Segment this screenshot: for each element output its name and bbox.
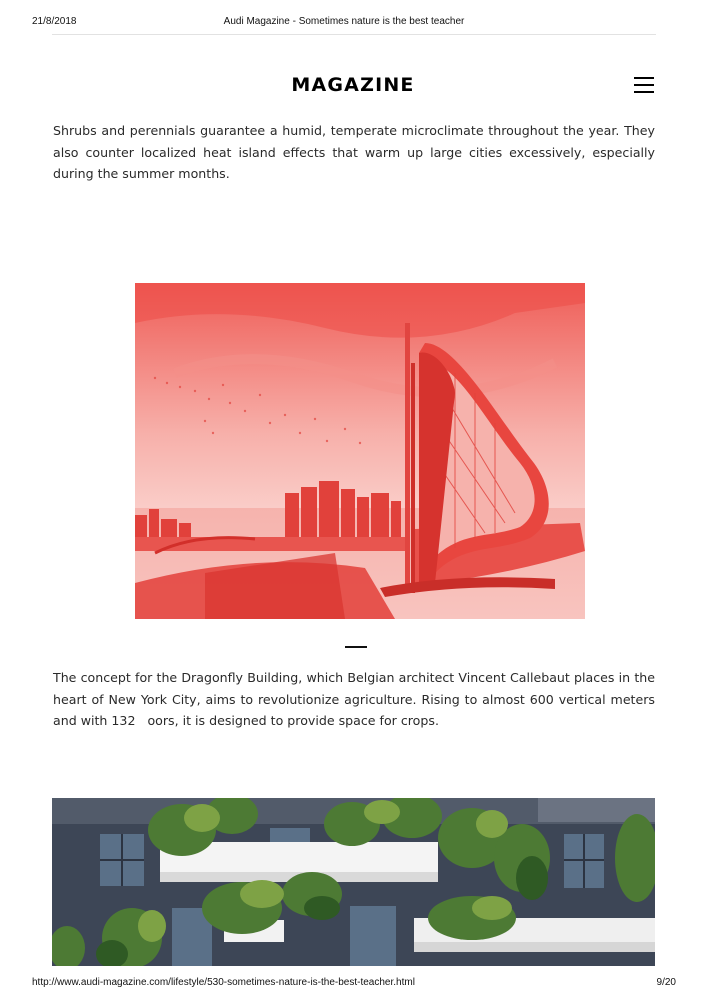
article-paragraph-dragonfly: The concept for the Dragonfly Building, which Belgian architect Vincent Callebaut places in the heart of New York City, aims to revolutionize agriculture. Rising to almost 600 vertical meters and with 132 oors, it is designed to provide space for crops. — [53, 670, 655, 729]
vertical-forest-image — [52, 798, 655, 966]
print-page-title: Audi Magazine - Sometimes nature is the best teacher — [223, 16, 465, 27]
print-page-number: 9/20 — [656, 977, 676, 988]
article-paragraph-shrubs — [53, 124, 655, 190]
hamburger-icon[interactable] — [634, 77, 654, 95]
dragonfly-building-image — [135, 283, 585, 619]
site-brand-logo[interactable]: MAGAZINE — [291, 74, 415, 96]
print-date: 21/8/2018 — [32, 16, 77, 27]
header-divider — [52, 34, 656, 35]
section-divider — [345, 646, 367, 648]
article-paragraph-text: Shrubs and perennials guarantee a humid, temperate microclimate throughout the year. They also counter localized heat island effects that warm up large cities excessively, especially during the summer months. — [53, 124, 655, 182]
print-source-url[interactable]: http://www.audi-magazine.com/lifestyle/530-sometimes-nature-is-the-best-teacher.html — [32, 977, 415, 988]
